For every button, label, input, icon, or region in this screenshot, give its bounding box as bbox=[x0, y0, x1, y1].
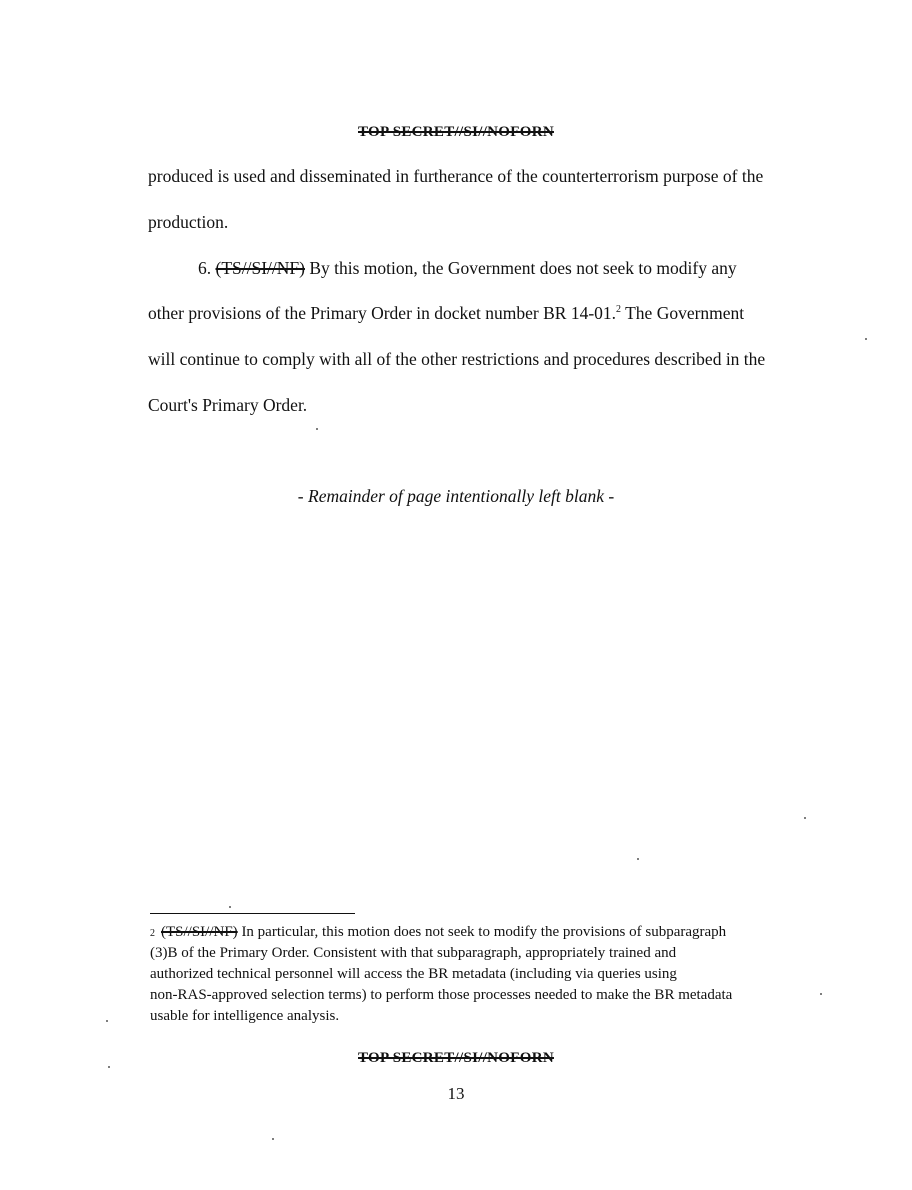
footer-classification: TOP SECRET//SI//NOFORN bbox=[358, 1050, 554, 1066]
scan-speck bbox=[637, 858, 639, 860]
footnote-reference: 2 bbox=[616, 304, 622, 316]
paragraph-6-text: By this motion, the Government does not seek to modify any bbox=[309, 258, 737, 278]
footnote-line-2: (3)B of the Primary Order. Consistent with that subparagraph, appropriately trained and bbox=[150, 945, 677, 961]
body-line-2: production. bbox=[148, 212, 229, 232]
footnote-number: 2 bbox=[150, 928, 155, 939]
blank-page-note: - Remainder of page intentionally left blank - bbox=[297, 486, 615, 506]
scan-speck bbox=[106, 1020, 108, 1022]
footnote-divider bbox=[150, 913, 355, 914]
paragraph-number: 6. bbox=[198, 258, 212, 278]
footnote-line-1: 2 (TS//SI//NF) In particular, this motion does not seek to modify the provisions of subparagraph bbox=[150, 924, 727, 940]
scan-speck bbox=[865, 338, 867, 340]
footnote-line-5: usable for intelligence analysis. bbox=[150, 1008, 340, 1024]
classification-marking: (TS//SI//NF) bbox=[215, 258, 305, 278]
page-number: 13 bbox=[447, 1084, 465, 1103]
scan-speck bbox=[272, 1138, 274, 1140]
scan-speck bbox=[229, 906, 231, 908]
scan-speck bbox=[108, 1066, 110, 1068]
scan-speck bbox=[820, 993, 822, 995]
footnote-line-4: non-RAS-approved selection terms) to perform those processes needed to make the BR metadata bbox=[150, 987, 733, 1003]
body-line-5: will continue to comply with all of the other restrictions and procedures described in the bbox=[148, 349, 766, 369]
scan-speck bbox=[316, 428, 318, 430]
scan-speck bbox=[804, 817, 806, 819]
paragraph-6-first-line bbox=[198, 258, 737, 279]
header-classification: TOP SECRET//SI//NOFORN bbox=[358, 124, 554, 140]
body-line-1: produced is used and disseminated in furtherance of the counterterrorism purpose of the bbox=[148, 166, 764, 186]
footnote-classification-marking: (TS//SI//NF) bbox=[161, 924, 238, 940]
body-line-4: other provisions of the Primary Order in docket number BR 14-01.$^2$ The Government bbox=[148, 303, 745, 323]
footnote-line-3: authorized technical personnel will access the BR metadata (including via queries using bbox=[150, 966, 677, 982]
body-line-6: Court's Primary Order. bbox=[148, 395, 308, 415]
